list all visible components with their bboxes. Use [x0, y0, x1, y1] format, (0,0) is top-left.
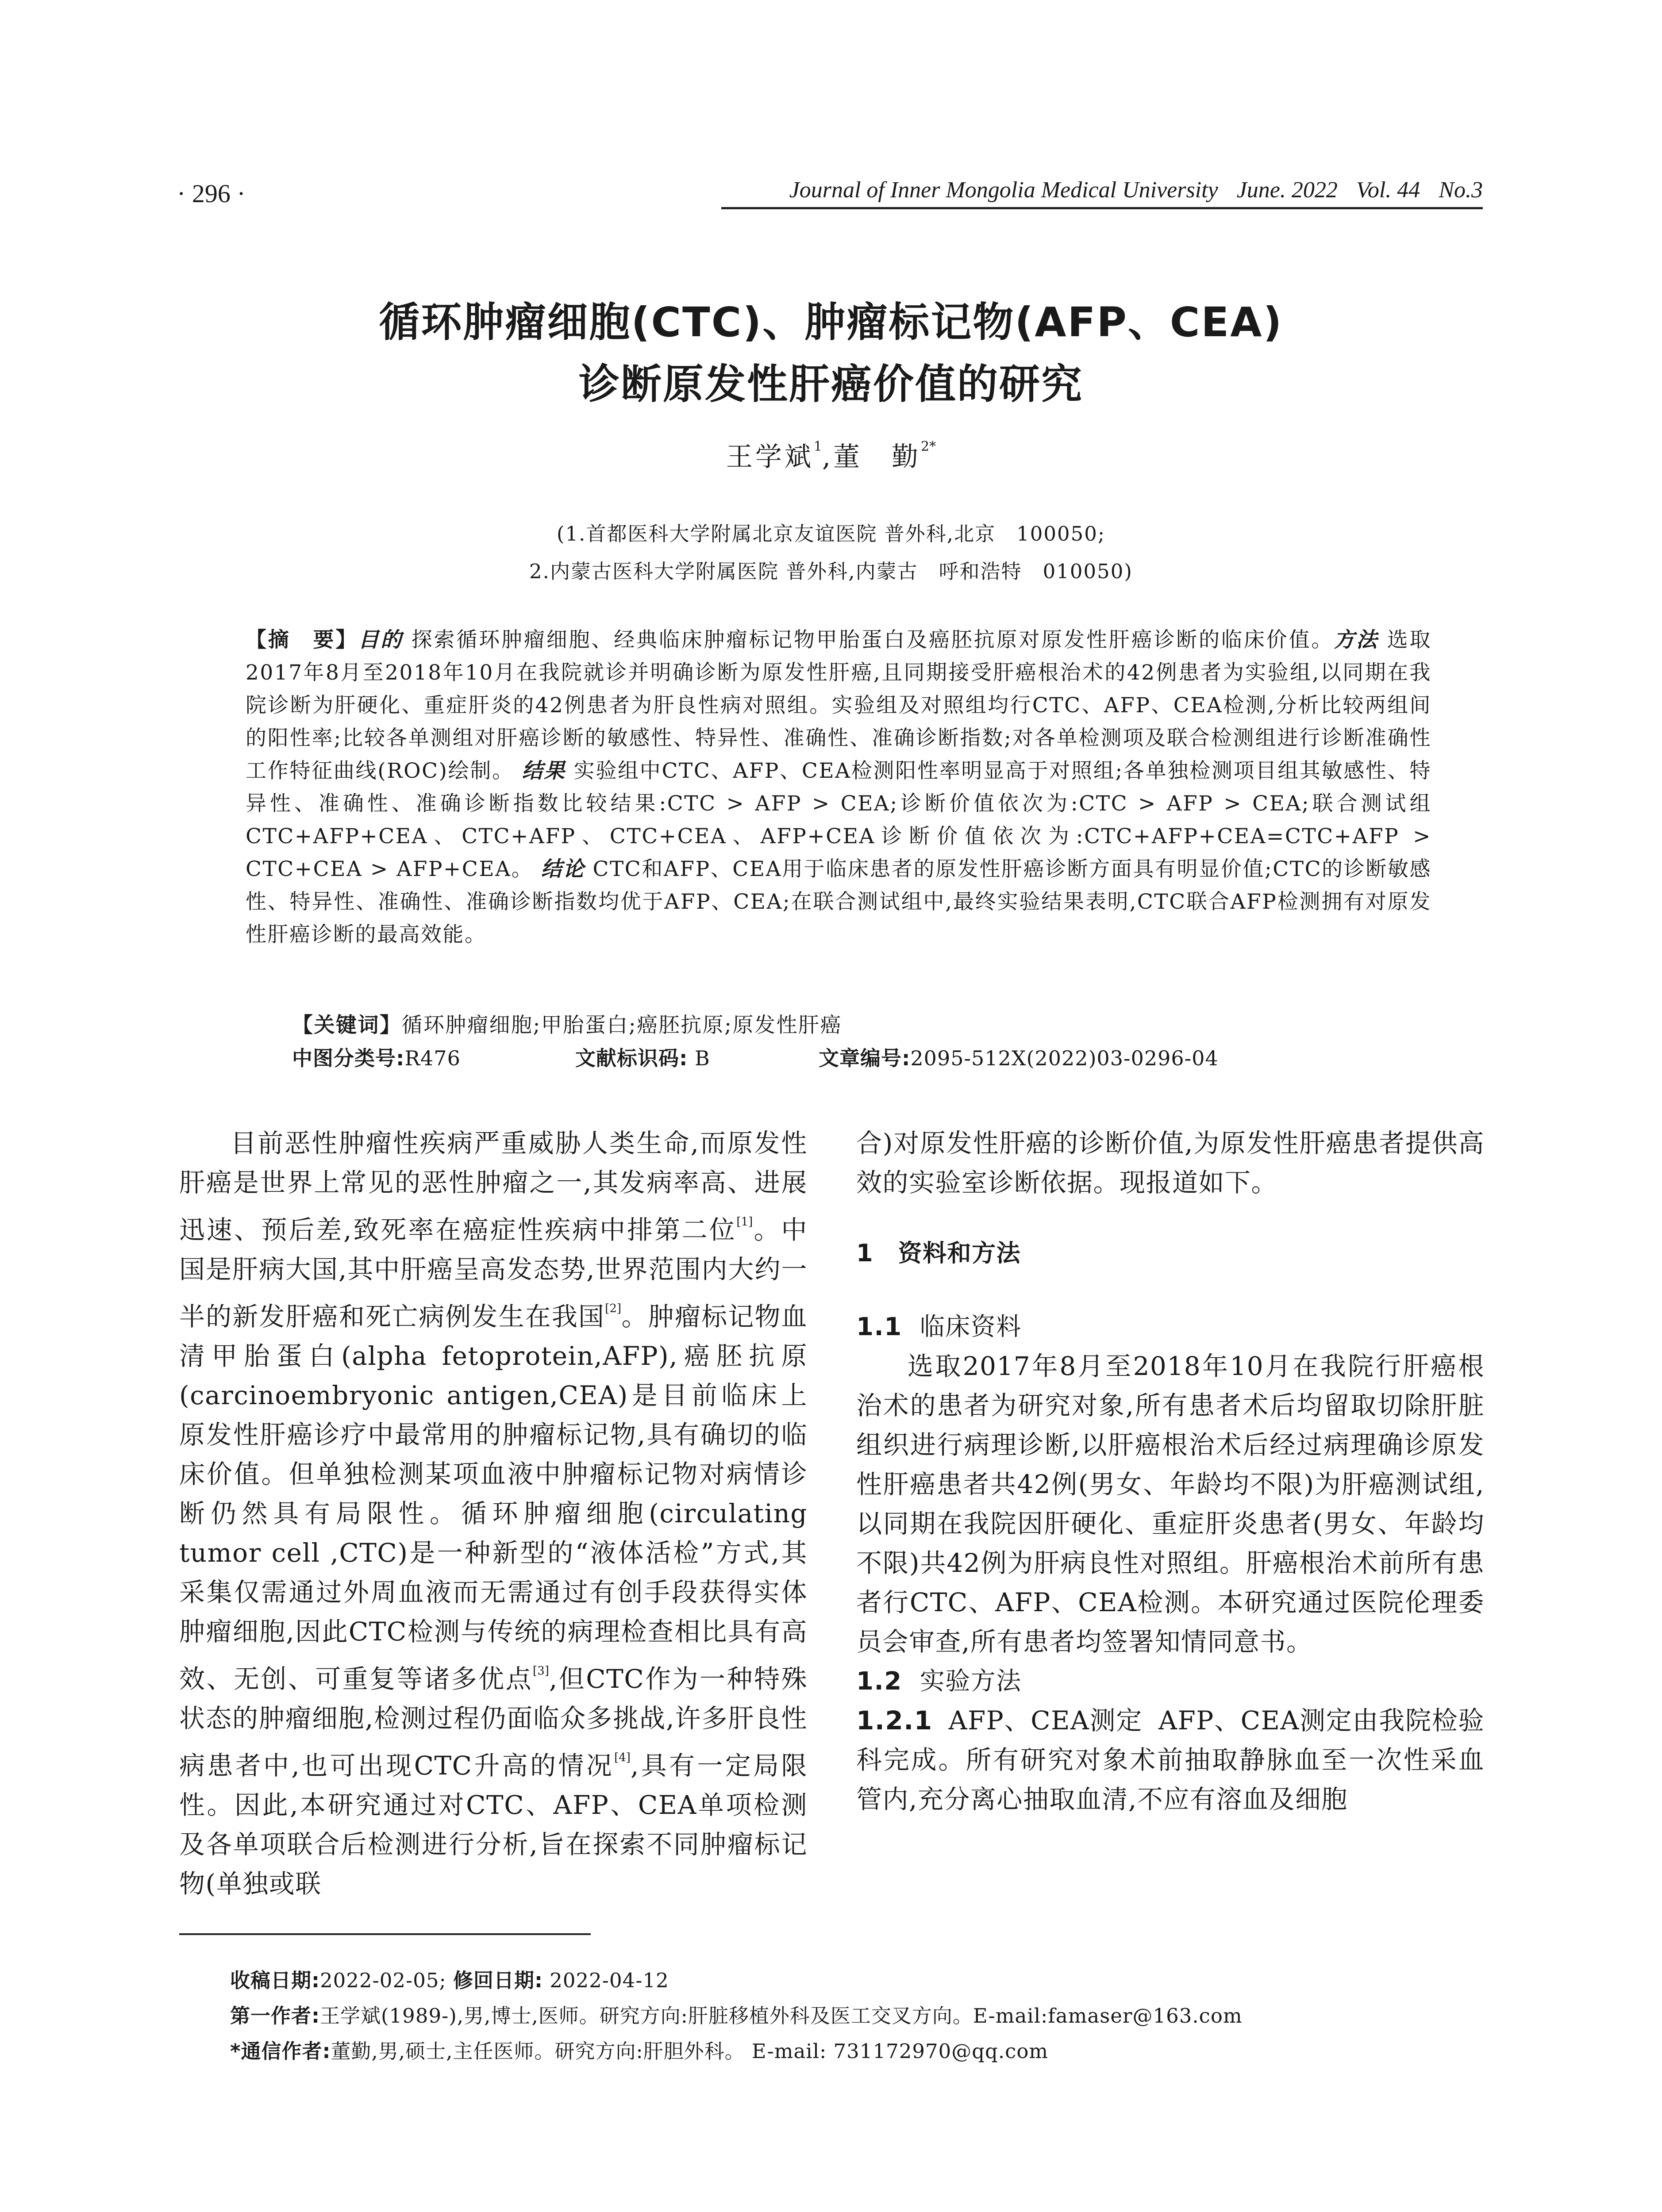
objective-label: 目的: [358, 628, 403, 652]
affiliation-2: 2.内蒙古医科大学附属医院 普外科,内蒙古 呼和浩特 010050): [529, 560, 1133, 583]
abstract: [246, 624, 1431, 951]
citation-3: [3]: [533, 1664, 549, 1678]
volume: Vol. 44: [1356, 177, 1420, 203]
section-1-1-title: 临床资料: [919, 1313, 1022, 1341]
paper-title-line-2: 诊断原发性肝癌价值的研究: [578, 361, 1083, 408]
section-heading-1-2: [856, 1662, 1485, 1701]
author-list: [0, 436, 1662, 474]
results-text: 实验组中CTC、AFP、CEA检测阳性率明显高于对照组;各单独检测项目组其敏感性、特异性、准确性、准确诊断指数比较结果:CTC > AFP > CEA;诊断价值依次为:CTC > AFP > CEA;联合测试组CTC+AFP+CEA、CTC+AFP、CTC+CEA、AFP+CEA诊断价值依次为:CTC+AFP+CEA=CTC+AFP > CTC+CEA > AFP+CEA。: [246, 759, 1431, 881]
section-1-2-title: 实验方法: [919, 1667, 1022, 1696]
footnote-rule: [179, 1933, 591, 1935]
method-paragraph: [856, 1701, 1485, 1819]
keywords: [292, 1009, 842, 1038]
page-number: · 296 ·: [177, 179, 246, 208]
body-left-column: [179, 1124, 808, 1904]
clc-code: R476: [404, 1046, 461, 1070]
header-rule: [721, 207, 1483, 209]
footnote-dates: [230, 1964, 669, 1993]
journal-header: [789, 177, 1483, 203]
intro-text-e-right: 合)对原发性肝癌的诊断价值,为原发性肝癌患者提供高效的实验室诊断依据。现报道如下。: [856, 1128, 1485, 1198]
keywords-text: 循环肿瘤细胞;甲胎蛋白;癌胚抗原;原发性肝癌: [401, 1013, 843, 1037]
intro-paragraph: [179, 1124, 808, 1904]
footnote-corresponding-author: [230, 2035, 1048, 2064]
journal-name: Journal of Inner Mongolia Medical University: [789, 177, 1218, 203]
clc-label: 中图分类号:: [292, 1046, 405, 1070]
section-1-1-number: 1.1: [856, 1313, 902, 1341]
intro-text-a: 目前恶性肿瘤性疾病严重威胁人类生命,而原发性肝癌是世界上常见的恶性肿瘤之一,其发病率高、进展迅速、预后差,致死率在癌症性疾病中排第二位: [179, 1128, 808, 1245]
revised-label: 修回日期:: [453, 1969, 543, 1992]
intro-text-b: 。中国是肝病大国,其中肝癌呈高发态势,世界范围内大约一半的新发肝癌和死亡病例发生在我国: [179, 1215, 808, 1332]
paper-title-line-1: 循环肿瘤细胞(CTC)、肿瘤标记物(AFP、CEA): [379, 299, 1283, 346]
received-label: 收稿日期:: [230, 1969, 320, 1992]
received-date: 2022-02-05;: [320, 1969, 446, 1992]
methods-text: 选取2017年8月至2018年10月在我院就诊并明确诊断为原发性肝癌,且同期接受肝癌根治术的42例患者为实验组,以同期在我院诊断为肝硬化、重症肝炎的42例患者为肝良性病对照组。实验组及对照组均行CTC、AFP、CEA检测,分析比较两组间的阳性率;比较各单测组对肝癌诊断的敏感性、特异性、准确性、准确诊断指数;对各单检测项及联合检测组进行诊断准确性工作特征曲线(ROC)绘制。: [246, 628, 1432, 783]
abstract-label: 【摘 要】: [246, 628, 358, 652]
method-text: AFP、CEA测定由我院检验科完成。所有研究对象术前抽取静脉血至一次性采血管内,充分离心抽取血清,不应有溶血及细胞: [856, 1705, 1485, 1814]
citation-2: [2]: [605, 1302, 622, 1315]
doc-code: B: [695, 1046, 710, 1070]
affiliation-1: (1.首都医科大学附属北京友谊医院 普外科,北京 100050;: [556, 522, 1106, 545]
section-heading-1-1: [856, 1307, 1485, 1347]
author-1-affil: 1: [813, 439, 822, 454]
section-heading-1: 1 资料和方法: [856, 1239, 1021, 1267]
conclusion-text: CTC和AFP、CEA用于临床患者的原发性肝癌诊断方面具有明显价值;CTC的诊断敏感性、特异性、准确性、准确诊断指数均优于AFP、CEA;在联合测试组中,最终实验结果表明,CTC联合AFP检测拥有对原发性肝癌诊断的最高效能。: [246, 857, 1431, 947]
classification-line: [292, 1042, 1219, 1071]
objective-text: 探索循环肿瘤细胞、经典临床肿瘤标记物甲胎蛋白及癌胚抗原对原发性肝癌诊断的临床价值。: [411, 628, 1334, 652]
issue-number: No.3: [1439, 177, 1483, 203]
author-2-affil: 2*: [921, 439, 936, 454]
citation-4: [4]: [614, 1751, 631, 1764]
results-label: 结果: [522, 759, 566, 783]
first-author-label: 第一作者:: [230, 2004, 320, 2028]
keywords-label: 【关键词】: [292, 1013, 402, 1037]
body-right-column: [856, 1124, 1485, 1819]
author-separator: ,: [822, 442, 834, 472]
first-author-info: 王学斌(1989-),男,博士,医师。研究方向:肝脏移植外科及医工交叉方向。E-mail:famaser@163.com: [320, 2004, 1243, 2028]
subsection-number: 1.2.1: [856, 1705, 933, 1736]
citation-1: [1]: [736, 1215, 753, 1229]
article-id: 2095-512X(2022)03-0296-04: [910, 1046, 1219, 1070]
section-1-2-number: 1.2: [856, 1667, 902, 1696]
intro-text-d: ,但CTC作为一种特殊状态的肿瘤细胞,检测过程仍面临众多挑战,许多肝良性病患者中,也可出现CTC升高的情况: [179, 1664, 808, 1781]
subsection-title: AFP、CEA测定: [948, 1705, 1143, 1736]
footnote-first-author: [230, 2000, 1243, 2028]
corresponding-info: 董勤,男,硕士,主任医师。研究方向:肝胆外科。 E-mail: 731172970@qq.com: [331, 2039, 1049, 2063]
revised-date: 2022-04-12: [550, 1969, 669, 1992]
doc-code-label: 文献标识码:: [575, 1046, 688, 1070]
article-id-label: 文章编号:: [819, 1046, 911, 1070]
clinical-data-paragraph: 选取2017年8月至2018年10月在我院行肝癌根治术的患者为研究对象,所有患者术后均留取切除肝脏组织进行病理诊断,以肝癌根治术后经过病理确诊原发性肝癌患者共42例(男女、年龄均不限)为肝癌测试组,以同期在我院因肝硬化、重症肝炎患者(男女、年龄均不限)共42例为肝病良性对照组。肝癌根治术前所有患者行CTC、AFP、CEA检测。本研究通过医院伦理委员会审查,所有患者均签署知情同意书。: [856, 1351, 1485, 1657]
author-1: 王学斌: [726, 442, 814, 472]
author-2: 董 勤: [833, 442, 921, 472]
methods-label: 方法: [1334, 628, 1379, 652]
corresponding-label: *通信作者:: [230, 2039, 331, 2063]
intro-paragraph-continued: [856, 1124, 1485, 1202]
conclusion-label: 结论: [541, 857, 585, 881]
intro-text-e-left: ,具有一定局限性。因此,本研究通过对CTC、AFP、CEA单项检测及各单项联合后检测进行分析,旨在探索不同肿瘤标记物(单独或联: [179, 1751, 808, 1899]
intro-text-c: 。肿瘤标记物血清甲胎蛋白(alpha fetoprotein,AFP),癌胚抗原(carcinoembryonic antigen,CEA)是目前临床上原发性肝癌诊疗中最常用的肿瘤标记物,具有确切的临床价值。但单独检测某项血液中肿瘤标记物对病情诊断仍然具有局限性。循环肿瘤细胞(circulating tumor cell ,CTC)是一种新型的“液体活检”方式,其采集仅需通过外周血液而无需通过有创手段获得实体肿瘤细胞,因此CTC检测与传统的病理检查相比具有高效、无创、可重复等诸多优点: [179, 1302, 808, 1694]
issue-date: June. 2022: [1236, 177, 1338, 203]
